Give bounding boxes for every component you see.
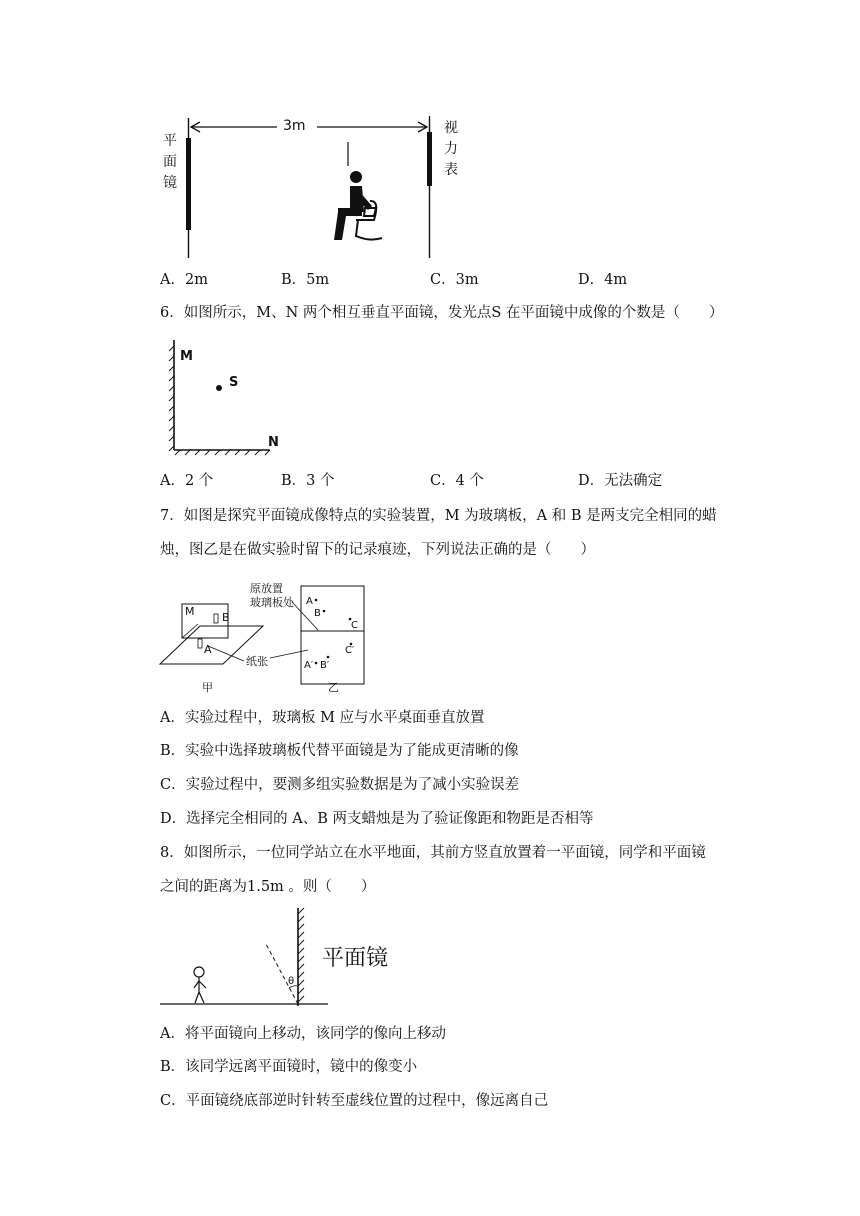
q8-option-a: A．将平面镜向上移动，该同学的像向上移动 [160, 1026, 446, 1042]
q7-caption-right: 乙 [328, 681, 339, 694]
q5-option-d: D．4m [578, 272, 628, 288]
q7-stem-line2: 烛，图乙是在做实验时留下的记录痕迹，下列说法正确的是（ ） [160, 542, 595, 558]
q7-pt-b: B [314, 608, 321, 619]
q8-mirror-label: 平面镜 [322, 946, 389, 971]
q8-dashed-position [266, 944, 298, 1004]
q7-figure [158, 578, 378, 696]
q8-option-c: C．平面镜绕底部逆时针转至虚线位置的过程中，像远离自己 [160, 1093, 549, 1109]
q7-pt-b2: B′ [320, 660, 330, 671]
q7-label-m: M [185, 605, 195, 618]
q8-stem-line2: 之间的距离为1.5m 。则（ ） [160, 879, 376, 895]
q6-label-n: N [268, 435, 279, 450]
q8-angle-label: θ [288, 976, 295, 987]
q6-option-b: B．3 个 [281, 473, 335, 489]
q7-pt-a2: A′ [304, 660, 314, 671]
q6-option-a: A．2 个 [160, 473, 214, 489]
q6-figure [160, 336, 300, 456]
q7-glass-label-1: 原放置 [250, 582, 283, 595]
q7-paper-label: 纸张 [246, 655, 268, 668]
q6-option-d: D．无法确定 [578, 473, 663, 489]
q7-label-a: A [204, 643, 212, 656]
q6-label-s: S [229, 375, 239, 390]
q8-stem-line1: 8．如图所示，一位同学站立在水平地面，其前方竖直放置着一平面镜，同学和平面镜 [160, 845, 706, 861]
q5-seated-person-icon [334, 171, 382, 240]
q5-chart-label: 视 力 表 [444, 120, 458, 178]
q7-glass-label-2: 玻璃板处 [250, 596, 294, 609]
q7-label-b: B [222, 611, 230, 624]
q5-mirror-label: 平 面 镜 [163, 133, 177, 191]
q7-option-d: D．选择完全相同的 A、B 两支蜡烛是为了验证像距和物距是否相等 [160, 811, 594, 827]
q7-stem-line1: 7．如图是探究平面镜成像特点的实验装置，M 为玻璃板，A 和 B 是两支完全相同的蜡 [160, 508, 717, 524]
q7-option-a: A．实验过程中，玻璃板 M 应与水平桌面垂直放置 [160, 710, 485, 726]
q7-pt-c2: C′ [345, 645, 355, 656]
q8-student-icon [194, 967, 206, 1003]
q7-pt-c: C [351, 620, 358, 631]
q7-pt-a: A [306, 596, 313, 607]
q7-caption-left: 甲 [202, 681, 213, 694]
q5-distance-label: 3m [283, 118, 306, 134]
q6-label-m: M [180, 349, 193, 364]
q7-candle-b [214, 614, 218, 623]
q5-option-b: B．5m [281, 272, 330, 288]
q7-option-c: C．实验过程中，要测多组实验数据是为了减小实验误差 [160, 777, 520, 793]
q5-figure [160, 108, 480, 266]
q6-stem: 6．如图所示，M、N 两个相互垂直平面镜，发光点S 在平面镜中成像的个数是（ ） [160, 305, 724, 321]
q6-point-s [216, 385, 222, 391]
q6-option-c: C．4 个 [430, 473, 484, 489]
q5-option-c: C．3m [430, 272, 479, 288]
q8-option-b: B．该同学远离平面镜时，镜中的像变小 [160, 1059, 418, 1075]
q5-option-a: A．2m [160, 272, 208, 288]
q7-candle-a [198, 639, 202, 648]
q7-option-b: B．实验中选择玻璃板代替平面镜是为了能成更清晰的像 [160, 743, 519, 759]
